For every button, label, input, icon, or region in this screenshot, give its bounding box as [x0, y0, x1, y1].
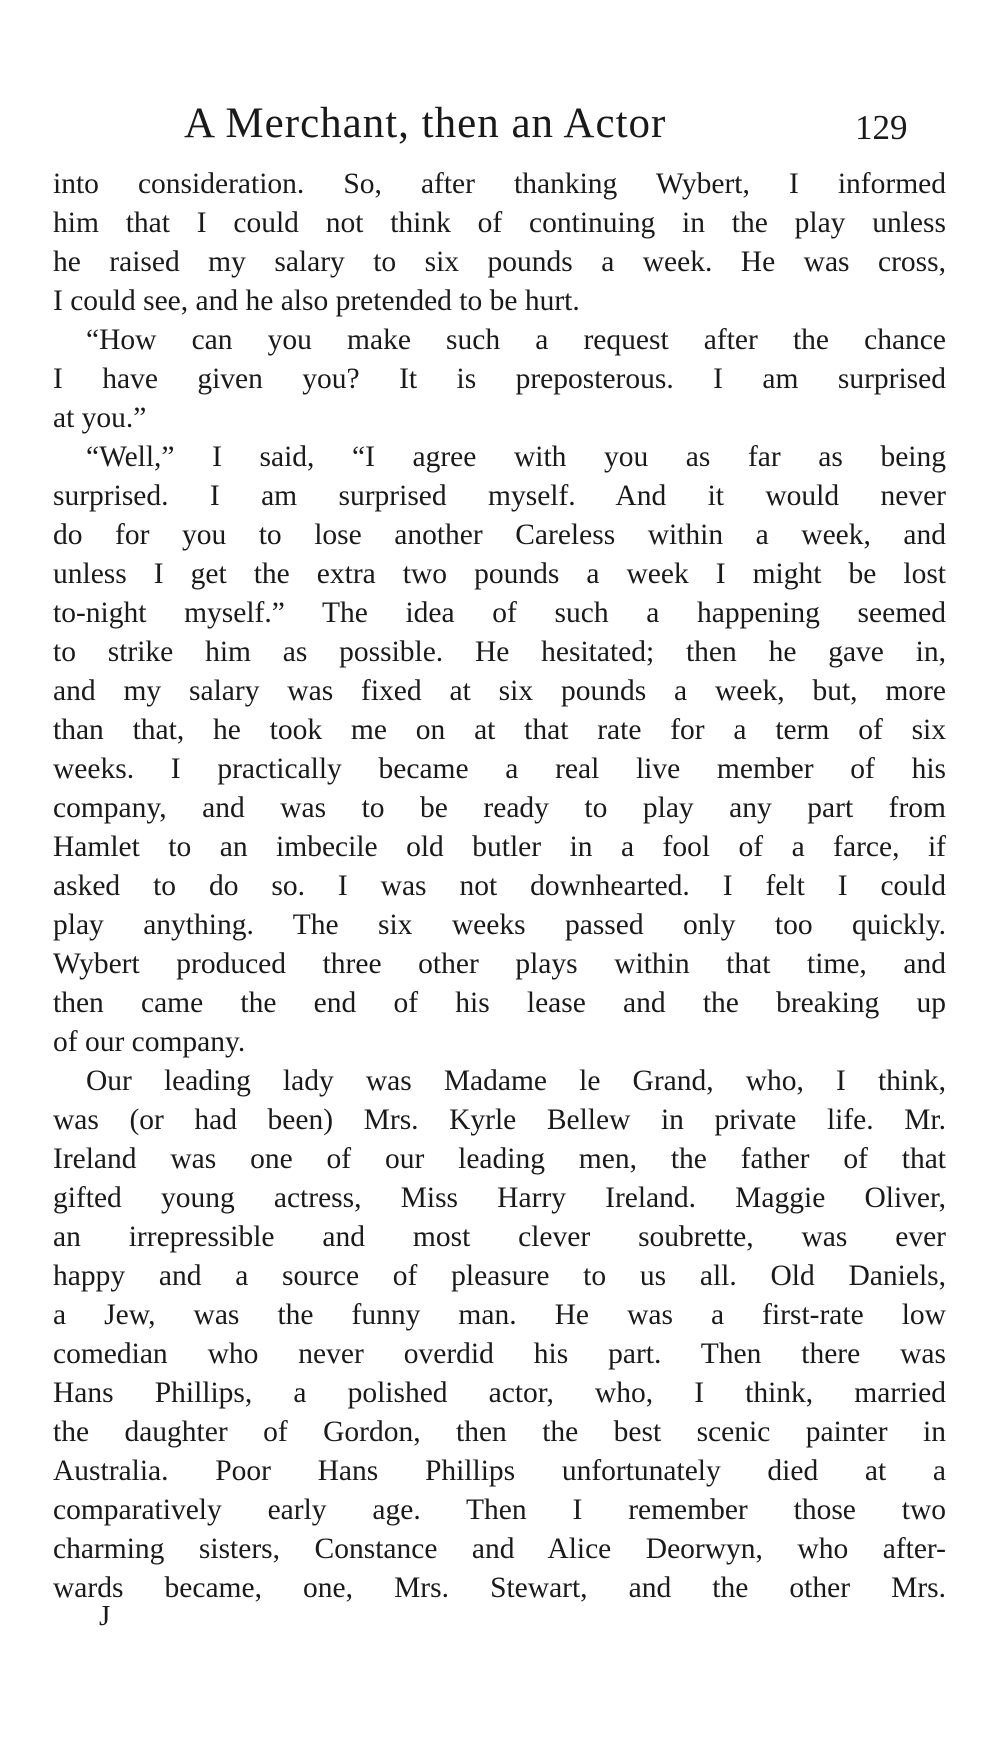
text-line: then came the end of his lease and the breaking up — [53, 987, 946, 1019]
text-line: than that, he took me on at that rate for a term of six — [53, 714, 946, 746]
text-line: him that I could not think of continuing in the play unless — [53, 207, 946, 239]
page-number: 129 — [855, 108, 908, 147]
text-line: unless I get the extra two pounds a week I might be lost — [53, 558, 946, 590]
text-line: do for you to lose another Careless within a week, and — [53, 519, 946, 551]
text-line: Wybert produced three other plays within that time, and — [53, 948, 946, 980]
text-line: comparatively early age. Then I remember those two — [53, 1494, 946, 1526]
signature-mark: J — [99, 1600, 111, 1632]
text-line: “How can you make such a request after the chance — [86, 324, 946, 356]
text-line: to-night myself.” The idea of such a happening seemed — [53, 597, 946, 629]
text-line: at you.” — [53, 402, 147, 434]
text-line: Australia. Poor Hans Phillips unfortunately died at a — [53, 1455, 946, 1487]
text-line: happy and a source of pleasure to us all. Old Daniels, — [53, 1260, 946, 1292]
text-line: a Jew, was the funny man. He was a first-rate low — [53, 1299, 946, 1331]
text-line: “Well,” I said, “I agree with you as far as being — [86, 441, 946, 473]
text-line: wards became, one, Mrs. Stewart, and the other Mrs. — [53, 1572, 946, 1604]
text-line: into consideration. So, after thanking Wybert, I informed — [53, 168, 946, 200]
text-line: the daughter of Gordon, then the best scenic painter in — [53, 1416, 946, 1448]
text-line: to strike him as possible. He hesitated; then he gave in, — [53, 636, 946, 668]
text-line: Hans Phillips, a polished actor, who, I think, married — [53, 1377, 946, 1409]
text-line: Hamlet to an imbecile old butler in a fool of a farce, if — [53, 831, 946, 863]
text-line: an irrepressible and most clever soubrette, was ever — [53, 1221, 946, 1253]
text-line: gifted young actress, Miss Harry Ireland. Maggie Oliver, — [53, 1182, 946, 1214]
text-line: charming sisters, Constance and Alice Deorwyn, who after- — [53, 1533, 946, 1565]
text-line: was (or had been) Mrs. Kyrle Bellew in private life. Mr. — [53, 1104, 946, 1136]
text-line: comedian who never overdid his part. Then there was — [53, 1338, 946, 1370]
running-title: A Merchant, then an Actor — [184, 100, 667, 147]
text-line: Our leading lady was Madame le Grand, who, I think, — [86, 1065, 946, 1097]
text-line: company, and was to be ready to play any part from — [53, 792, 946, 824]
text-line: asked to do so. I was not downhearted. I felt I could — [53, 870, 946, 902]
text-line: and my salary was fixed at six pounds a week, but, more — [53, 675, 946, 707]
running-head — [0, 98, 1000, 158]
text-line: play anything. The six weeks passed only too quickly. — [53, 909, 946, 941]
text-line: of our company. — [53, 1026, 246, 1058]
text-line: I could see, and he also pretended to be hurt. — [53, 285, 580, 317]
text-line: Ireland was one of our leading men, the father of that — [53, 1143, 946, 1175]
body-text — [53, 165, 946, 1608]
text-line: weeks. I practically became a real live member of his — [53, 753, 946, 785]
text-line: surprised. I am surprised myself. And it would never — [53, 480, 946, 512]
text-line: I have given you? It is preposterous. I am surprised — [53, 363, 946, 395]
text-line: he raised my salary to six pounds a week. He was cross, — [53, 246, 946, 278]
